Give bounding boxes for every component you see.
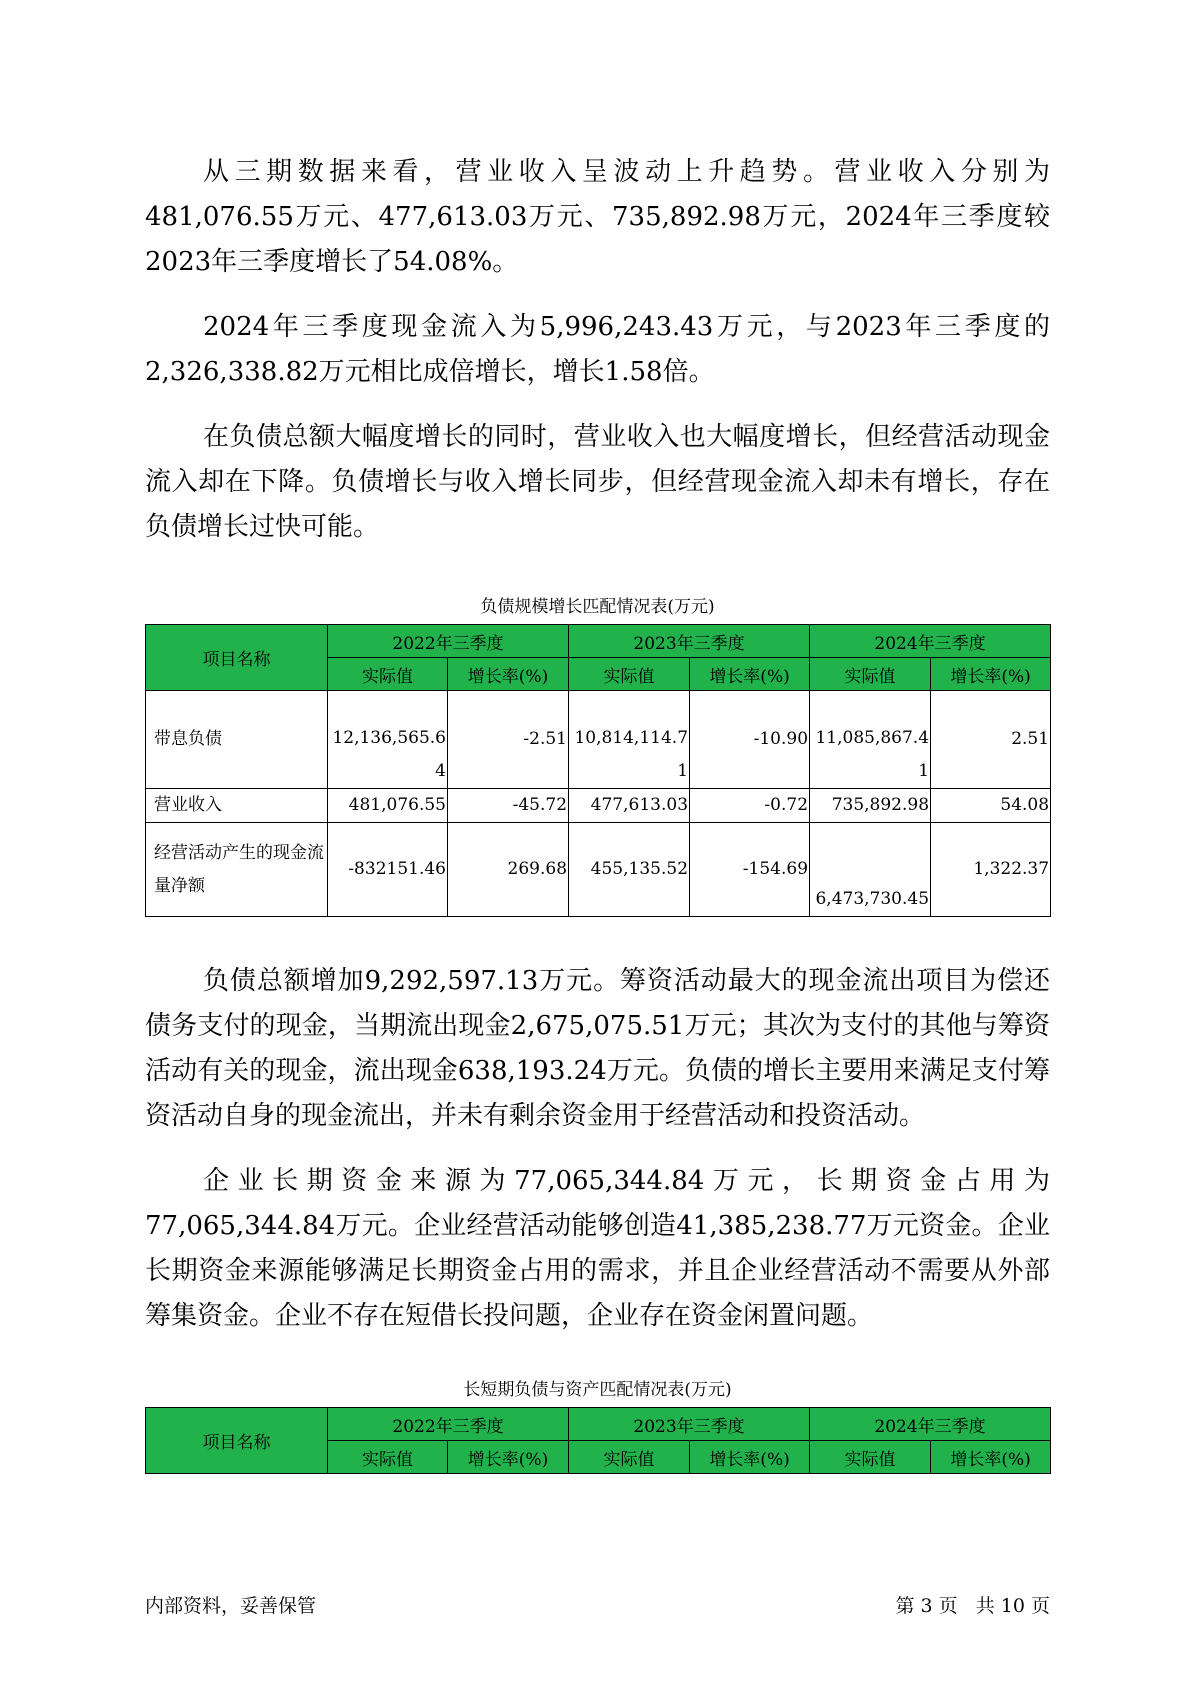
table-row (146, 789, 1051, 823)
cell: 12,136,565.64 (328, 691, 448, 789)
table2-actual-header: 实际值 (569, 1441, 690, 1474)
cell: -45.72 (448, 789, 569, 823)
table2-growth-header: 增长率(%) (931, 1441, 1051, 1474)
row-name: 带息负债 (146, 691, 328, 789)
cell: -832151.46 (328, 823, 448, 917)
table1-actual-header: 实际值 (810, 658, 931, 691)
cell: 269.68 (448, 823, 569, 917)
cell: 735,892.98 (810, 789, 931, 823)
table1-actual-header: 实际值 (328, 658, 448, 691)
table-row (146, 823, 1051, 917)
paragraph-debt-growth: 在负债总额大幅度增长的同时，营业收入也大幅度增长，但经营活动现金流入却在下降。负债增长与收入增长同步，但经营现金流入却未有增长，存在负债增长过快可能。 (145, 422, 1050, 542)
table1-period-2023: 2023年三季度 (569, 625, 810, 658)
table2-caption: 长短期负债与资产匹配情况表(万元) (463, 1380, 732, 1400)
table1-growth-header: 增长率(%) (931, 658, 1051, 691)
paragraph-long-term-funds: 企业长期资金来源为77,065,344.84万元，长期资金占用为77,065,344.84万元。企业经营活动能够创造41,385,238.77万元资金。企业长期资金来源能够满足长期资金占用的需求，并且企业经营活动不需要从外部筹集资金。企业不存在短借长投问题，企业存在资金闲置问题。 (145, 1166, 1050, 1331)
cell: 54.08 (931, 789, 1051, 823)
document-page (145, 150, 1050, 1474)
row-name: 营业收入 (146, 789, 328, 823)
table1-actual-header: 实际值 (569, 658, 690, 691)
table1-period-2022: 2022年三季度 (328, 625, 569, 658)
footer-page-number: 第 3 页 共 10 页 (895, 1595, 1050, 1617)
table2-period-2024: 2024年三季度 (810, 1408, 1051, 1441)
paragraph-cash-inflow: 2024年三季度现金流入为5,996,243.43万元，与2023年三季度的2,326,338.82万元相比成倍增长，增长1.58倍。 (145, 312, 1050, 387)
paragraph-revenue-trend: 从三期数据来看，营业收入呈波动上升趋势。营业收入分别为481,076.55万元、477,613.03万元、735,892.98万元，2024年三季度较2023年三季度增长了54.08%。 (145, 157, 1050, 277)
cell: -10.90 (690, 691, 810, 789)
table1-item-header: 项目名称 (146, 625, 328, 691)
table2-period-2023: 2023年三季度 (569, 1408, 810, 1441)
cell: 455,135.52 (569, 823, 690, 917)
table2-growth-header: 增长率(%) (690, 1441, 810, 1474)
table2-actual-header: 实际值 (328, 1441, 448, 1474)
cell: 10,814,114.71 (569, 691, 690, 789)
table1-growth-header: 增长率(%) (690, 658, 810, 691)
table-row (146, 691, 1051, 789)
cell: -154.69 (690, 823, 810, 917)
cell: 1,322.37 (931, 823, 1051, 917)
table2-item-header: 项目名称 (146, 1408, 328, 1474)
cell: 477,613.03 (569, 789, 690, 823)
footer-confidential-note: 内部资料，妥善保管 (145, 1595, 317, 1617)
cell: -0.72 (690, 789, 810, 823)
cell: 11,085,867.41 (810, 691, 931, 789)
table1-caption: 负债规模增长匹配情况表(万元) (480, 597, 715, 617)
paragraph-debt-total: 负债总额增加9,292,597.13万元。筹资活动最大的现金流出项目为偿还债务支付的现金，当期流出现金2,675,075.51万元；其次为支付的其他与筹资活动有关的现金，流出现金638,193.24万元。负债的增长主要用来满足支付筹资活动自身的现金流出，并未有剩余资金用于经营活动和投资活动。 (145, 966, 1050, 1131)
row-name: 经营活动产生的现金流量净额 (146, 823, 328, 917)
cell: 481,076.55 (328, 789, 448, 823)
table1-period-2024: 2024年三季度 (810, 625, 1051, 658)
table2-growth-header: 增长率(%) (448, 1441, 569, 1474)
table2-actual-header: 实际值 (810, 1441, 931, 1474)
long-short-debt-table (145, 1407, 1051, 1474)
table1-growth-header: 增长率(%) (448, 658, 569, 691)
table2-period-2022: 2022年三季度 (328, 1408, 569, 1441)
debt-scale-table (145, 624, 1051, 917)
cell: 2.51 (931, 691, 1051, 789)
cell: -2.51 (448, 691, 569, 789)
cell: 6,473,730.45 (810, 823, 931, 917)
